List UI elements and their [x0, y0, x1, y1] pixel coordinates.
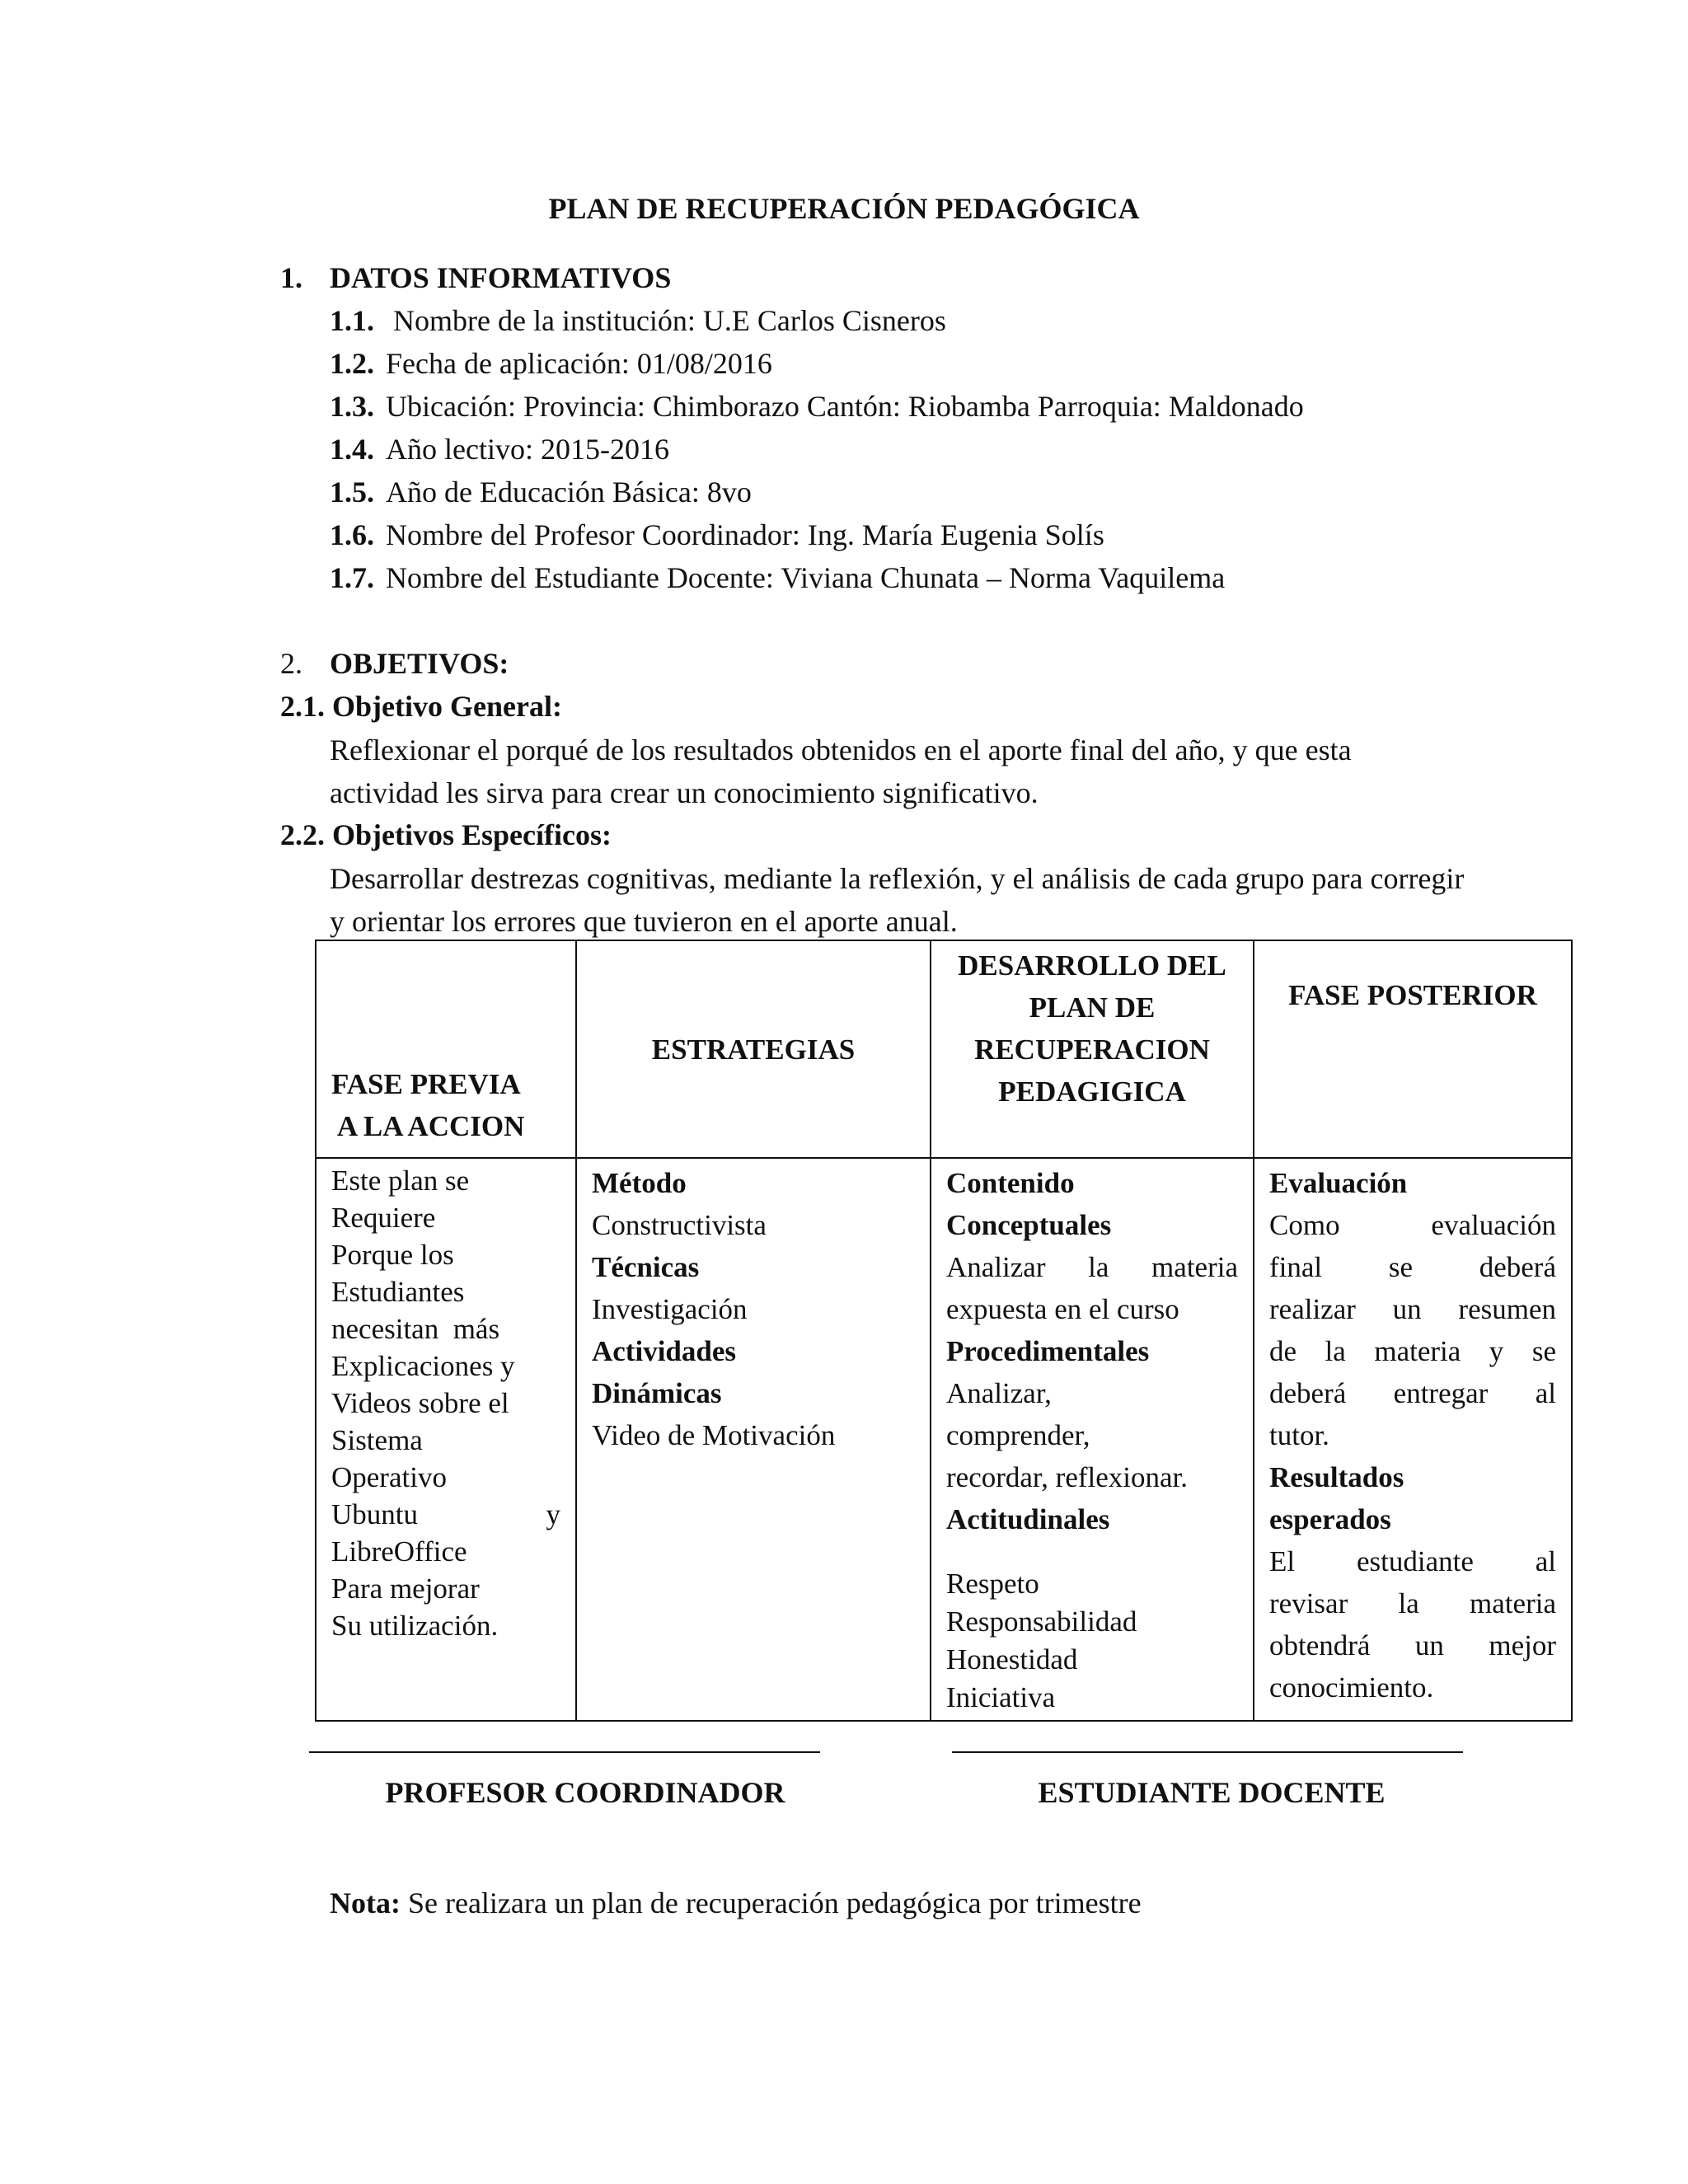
- info-item-number: 1.2.: [330, 347, 374, 380]
- info-item-number: 1.5.: [330, 476, 374, 509]
- objective-general-text: Reflexionar el porqué de los resultados obtenidos en el aporte final del año, y que esta actividad les sirva para crear un conocimiento significativo.: [330, 733, 1352, 809]
- objective-specific-number: 2.2.: [280, 818, 325, 851]
- info-item-text: Nombre del Estudiante Docente: Viviana Chunata – Norma Vaquilema: [386, 561, 1226, 594]
- section-2-number: 2.: [280, 647, 302, 680]
- info-item-number: 1.4.: [330, 433, 374, 466]
- recovery-plan-table: [315, 940, 1573, 1722]
- info-item-1-3: [330, 386, 1304, 427]
- info-item-text: Año de Educación Básica: 8vo: [386, 476, 752, 509]
- section-1-heading: [280, 257, 671, 298]
- objective-specific-heading: [280, 814, 612, 855]
- cell-desarrollo: Contenido Conceptuales Analizar la materia expuesta en el curso Procedimentales Analizar, comprender, recordar, reflexionar. Actitudinales Respeto Responsabilidad Honestidad Iniciativa: [931, 1158, 1254, 1721]
- cell-estrategias: Método Constructivista Técnicas Investigación Actividades Dinámicas Video de Motivación: [576, 1158, 931, 1721]
- note-label: Nota:: [330, 1886, 401, 1919]
- info-item-text: Ubicación: Provincia: Chimborazo Cantón: Riobamba Parroquia: Maldonado: [386, 390, 1304, 423]
- info-item-text: Fecha de aplicación: 01/08/2016: [386, 347, 772, 380]
- info-item-number: 1.7.: [330, 561, 374, 594]
- header-fase-posterior: FASE POSTERIOR: [1254, 940, 1572, 1158]
- info-item-number: 1.1.: [330, 304, 374, 337]
- table-header-row: [316, 940, 1572, 1158]
- footer-note: [330, 1882, 1142, 1924]
- info-item-1-1: [330, 300, 946, 341]
- page-title: PLAN DE RECUPERACIÓN PEDAGÓGICA: [548, 192, 1140, 225]
- header-desarrollo: DESARROLLO DEL PLAN DE RECUPERACION PEDAGIGICA: [931, 940, 1254, 1158]
- objective-general-number: 2.1.: [280, 690, 325, 723]
- info-item-1-2: [330, 343, 772, 384]
- info-item-number: 1.6.: [330, 518, 374, 551]
- section-1-title: DATOS INFORMATIVOS: [330, 261, 672, 294]
- info-item-text: Año lectivo: 2015-2016: [386, 433, 669, 466]
- info-item-number: 1.3.: [330, 390, 374, 423]
- signature-line-right: [952, 1751, 1463, 1753]
- info-item-text: Nombre de la institución: U.E Carlos Cisneros: [386, 304, 946, 337]
- signature-label-estudiante: ESTUDIANTE DOCENTE: [1038, 1776, 1386, 1809]
- signature-line-left: [309, 1751, 820, 1753]
- table-row: [316, 1158, 1572, 1721]
- note-text: Se realizara un plan de recuperación pedagógica por trimestre: [400, 1886, 1142, 1919]
- cell-fase-posterior: Evaluación Como evaluación final se deberá realizar un resumen de la materia y se deberá entregar al tutor. Resultados esperados El estudiante al revisar la materia obtendrá un mejor conocimiento.: [1254, 1158, 1572, 1721]
- info-item-text: Nombre del Profesor Coordinador: Ing. María Eugenia Solís: [386, 518, 1104, 551]
- objective-specific-text: Desarrollar destrezas cognitivas, mediante la reflexión, y el análisis de cada grupo para corregir y orientar los errores que tuvieron en el aporte anual.: [330, 862, 1465, 938]
- section-2-heading: [280, 643, 509, 684]
- info-item-1-5: [330, 471, 752, 513]
- cell-fase-previa: Este plan se Requiere Porque los Estudiantes necesitan más Explicaciones y Videos sobre el Sistema Operativo Ubuntu y LibreOffice Para mejorar Su utilización.: [316, 1158, 576, 1721]
- signature-label-profesor: PROFESOR COORDINADOR: [385, 1776, 785, 1809]
- info-item-1-7: [330, 557, 1225, 598]
- objective-general-heading: [280, 686, 562, 727]
- info-item-1-4: [330, 429, 669, 470]
- objective-specific-title: Objetivos Específicos:: [332, 818, 612, 851]
- header-estrategias: ESTRATEGIAS: [576, 940, 931, 1158]
- section-2-title: OBJETIVOS:: [330, 647, 509, 680]
- info-item-1-6: [330, 514, 1104, 555]
- section-1-number: 1.: [280, 261, 302, 294]
- objective-general-title: Objetivo General:: [332, 690, 562, 723]
- header-fase-previa: FASE PREVIA A LA ACCION: [316, 940, 576, 1158]
